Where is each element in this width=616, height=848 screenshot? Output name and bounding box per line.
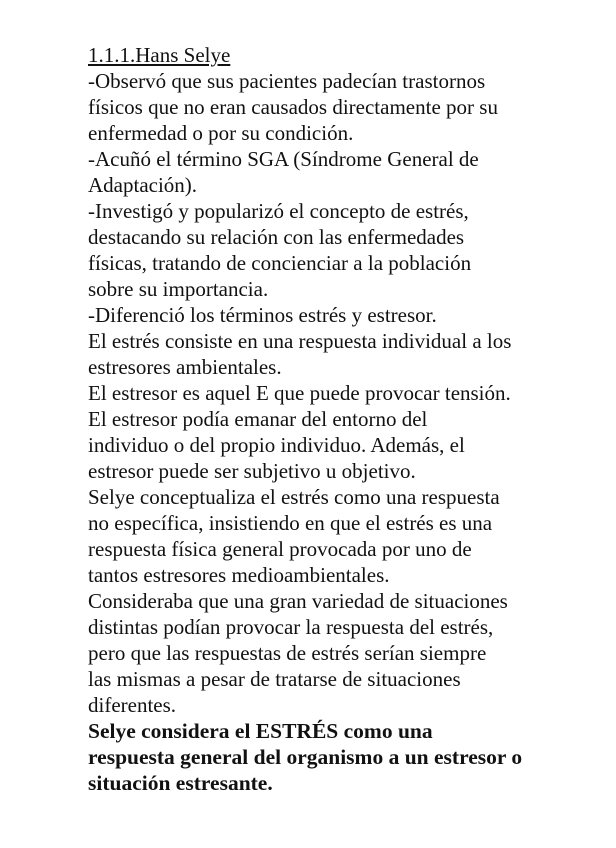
paragraph-sga <box>88 146 588 198</box>
text-line: El estresor podía emanar del entorno del <box>88 407 428 431</box>
text-line: -Acuñó el término SGA (Síndrome General de <box>88 147 479 171</box>
text-line: físicas, tratando de concienciar a la población <box>88 251 472 275</box>
text-line: -Investigó y popularizó el concepto de estrés, <box>88 199 469 223</box>
paragraph-research <box>88 198 588 302</box>
paragraph-stressor-origin <box>88 406 588 484</box>
text-line: -Observó que sus pacientes padecían trastornos <box>88 69 486 93</box>
text-line: las mismas a pesar de tratarse de situaciones <box>88 667 461 691</box>
conclusion-line: situación estresante. <box>88 771 273 795</box>
text-line: Selye conceptualiza el estrés como una respuesta <box>88 485 500 509</box>
document-page <box>88 42 588 796</box>
text-line: individuo o del propio individuo. Además, el <box>88 433 465 457</box>
text-line: -Diferenció los términos estrés y estresor. <box>88 303 437 327</box>
conclusion-line: respuesta general del organismo a un estresor o <box>88 745 523 769</box>
text-line: distintas podían provocar la respuesta del estrés, <box>88 615 494 639</box>
text-line: físicos que no eran causados directamente por su <box>88 95 498 119</box>
text-line: enfermedad o por su condición. <box>88 121 354 145</box>
paragraph-variety <box>88 588 588 718</box>
paragraph-difference <box>88 302 588 328</box>
text-line: destacando su relación con las enfermedades <box>88 225 465 249</box>
text-line: sobre su importancia. <box>88 277 269 301</box>
paragraph-conceptualization <box>88 484 588 588</box>
conclusion-line: Selye considera el ESTRÉS como una <box>88 719 433 743</box>
text-line: El estresor es aquel E que puede provocar tensión. <box>88 381 511 405</box>
text-line: pero que las respuestas de estrés serían siempre <box>88 641 487 665</box>
text-line: respuesta física general provocada por uno de <box>88 537 472 561</box>
text-line: estresor puede ser subjetivo u objetivo. <box>88 459 416 483</box>
paragraph-stress-definition <box>88 328 588 380</box>
section-heading: 1.1.1.Hans Selye <box>88 43 231 67</box>
paragraph-observation <box>88 68 588 146</box>
text-line: Consideraba que una gran variedad de situaciones <box>88 589 508 613</box>
text-line: tantos estresores medioambientales. <box>88 563 390 587</box>
conclusion-paragraph <box>88 718 588 796</box>
text-line: Adaptación). <box>88 173 198 197</box>
text-line: no específica, insistiendo en que el estrés es una <box>88 511 493 535</box>
text-line: estresores ambientales. <box>88 355 282 379</box>
paragraph-stressor-definition <box>88 380 588 406</box>
text-line: El estrés consiste en una respuesta individual a los <box>88 329 512 353</box>
text-line: diferentes. <box>88 693 177 717</box>
